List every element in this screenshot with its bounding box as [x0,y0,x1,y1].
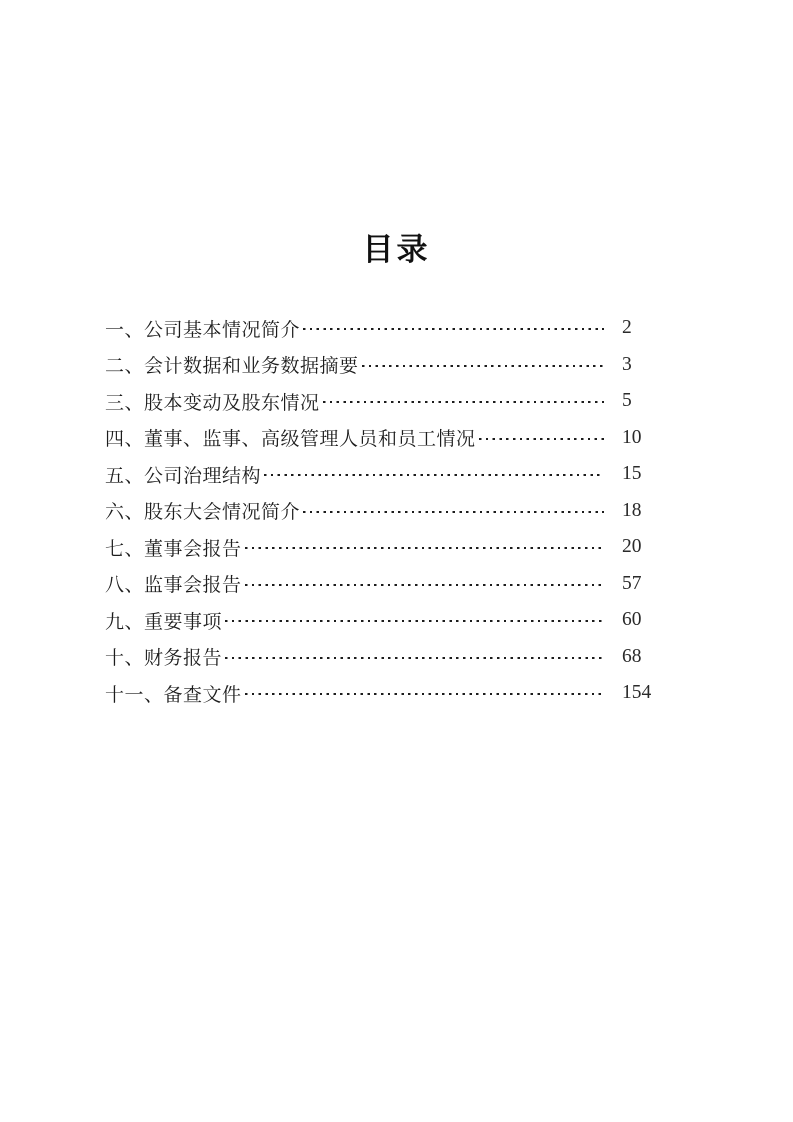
toc-entry [105,347,668,384]
toc-entry-page-number: 68 [622,645,642,667]
toc-entry-label: 七、董事会报告 [105,538,242,560]
toc-entry [105,420,668,457]
toc-entry [105,566,668,603]
toc-entry [105,456,668,493]
toc-entry-label: 十、财务报告 [105,648,223,670]
toc-entry-page-number: 57 [622,572,642,594]
dot-leader [303,328,604,330]
toc-list [105,310,668,712]
toc-entry-label: 一、公司基本情况简介 [105,319,301,341]
toc-entry-label: 九、重要事项 [105,611,223,633]
toc-entry-page-number: 5 [622,390,632,412]
toc-entry [105,639,668,676]
toc-entry-page-number: 154 [622,682,652,704]
toc-entry-label: 三、股本变动及股东情况 [105,392,320,414]
toc-entry [105,310,668,347]
dot-leader [225,657,604,659]
dot-leader [245,547,604,549]
toc-entry-label: 十一、备查文件 [105,684,242,706]
toc-entry [105,675,668,712]
dot-leader [245,584,604,586]
toc-entry [105,493,668,530]
toc-entry-label: 四、董事、监事、高级管理人员和员工情况 [105,429,476,451]
dot-leader [479,438,604,440]
page-title: 目录 [362,232,431,267]
toc-entry-page-number: 60 [622,609,642,631]
toc-entry-page-number: 3 [622,353,632,375]
toc-entry [105,383,668,420]
dot-leader [303,511,604,513]
toc-entry-page-number: 15 [622,463,642,485]
toc-entry-label: 六、股东大会情况简介 [105,502,301,524]
dot-leader [362,365,604,367]
toc-entry-page-number: 20 [622,536,642,558]
toc-entry-page-number: 18 [622,499,642,521]
toc-entry [105,529,668,566]
toc-entry-label: 五、公司治理结构 [105,465,262,487]
toc-entry-page-number: 10 [622,426,642,448]
toc-entry-label: 二、会计数据和业务数据摘要 [105,356,359,378]
dot-leader [245,693,604,695]
dot-leader [264,474,604,476]
dot-leader [323,401,604,403]
toc-entry [105,602,668,639]
dot-leader [225,620,604,622]
toc-entry-label: 八、监事会报告 [105,575,242,597]
toc-entry-page-number: 2 [622,317,632,339]
